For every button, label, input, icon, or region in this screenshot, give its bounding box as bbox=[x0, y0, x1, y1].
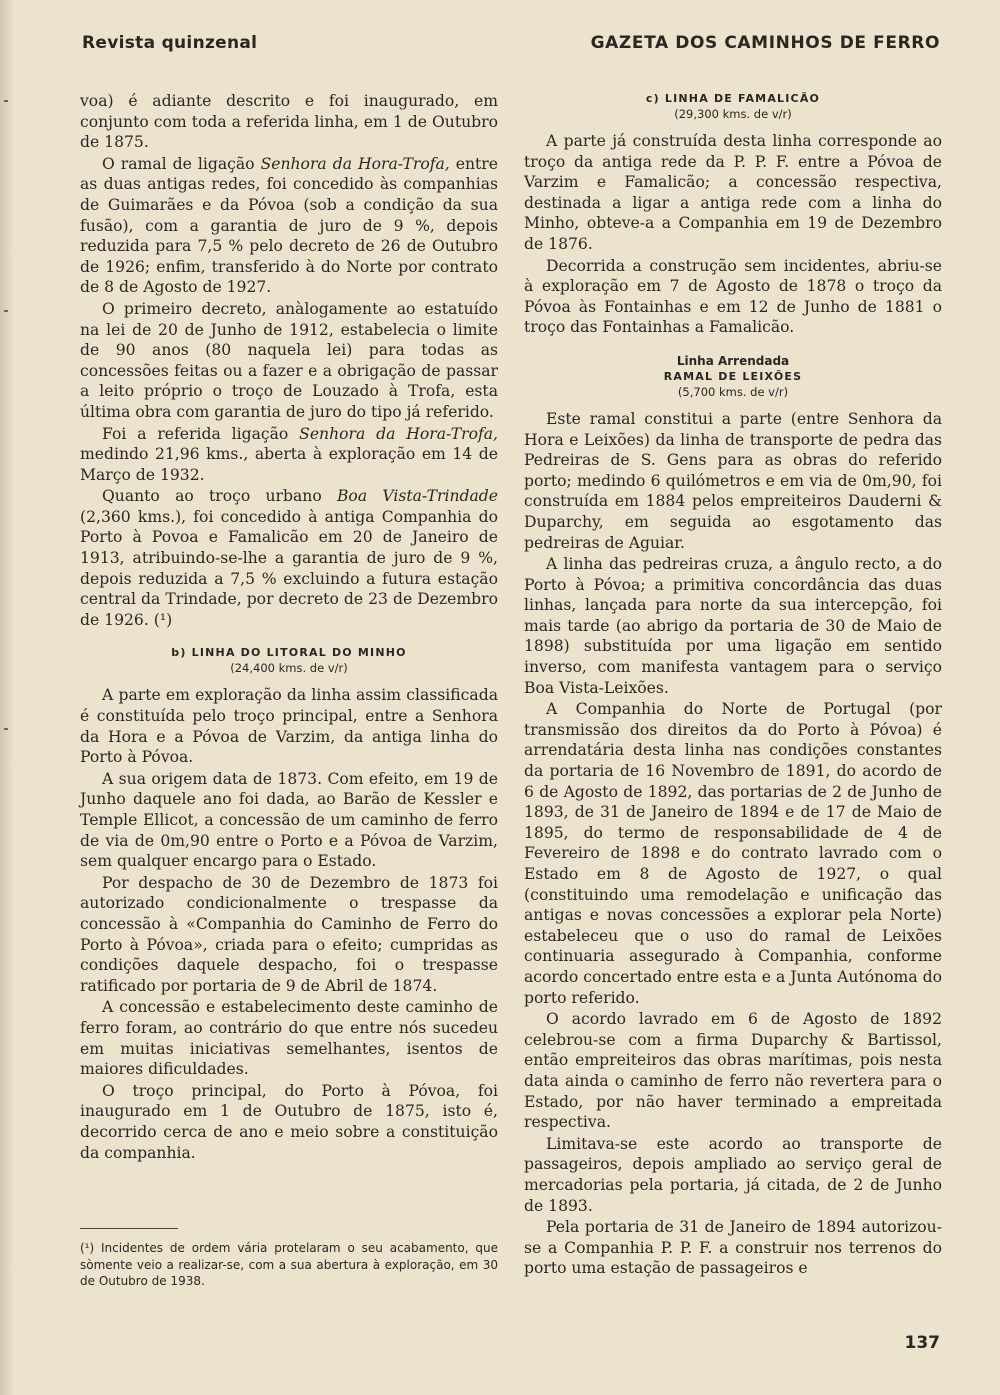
margin-mark bbox=[4, 310, 8, 312]
left-column bbox=[80, 91, 498, 1164]
paragraph: A parte em exploração da linha assim classificada é constituída pelo troço principal, entre a Senhora da Hora e a Póvoa de Varzim, da antiga linha do Porto à Póvoa. bbox=[80, 686, 498, 767]
paragraph: Limitava-se este acordo ao transporte de passageiros, depois ampliado ao serviço geral de mercadorias pela portaria, já citada, de 2 de Junho de 1893. bbox=[524, 1134, 942, 1215]
margin-mark bbox=[4, 728, 8, 730]
paragraph: A sua origem data de 1873. Com efeito, em 19 de Junho daquele ano foi dada, ao Barão de Kessler e Temple Ellicot, a concessão de um caminho de ferro de via de 0m,90 entre o Porto e a Póvoa de Varzim, sem qualquer encargo para o Estado. bbox=[80, 769, 498, 871]
paragraph: O primeiro decreto, anàlogamente ao estatuído na lei de 20 de Junho de 1912, estabelecia o limite de 90 anos (80 naquela lei) para todas as concessões feitas ou a fazer e a obrigação de passar a leito próprio o troço de Louzado à Trofa, esta última obra com garantia de juro do tipo já referido. bbox=[80, 299, 498, 421]
page-fold-shadow bbox=[0, 0, 14, 1395]
italic-text: Senhora da Hora-Trofa, bbox=[299, 424, 498, 443]
paragraph: voa) é adiante descrito e foi inaugurado, em conjunto com toda a referida linha, em 1 de Outubro de 1875. bbox=[80, 92, 498, 152]
paragraph: A parte já construída desta linha corresponde ao troço da antiga rede da P. P. F. entre a Póvoa de Varzim e Famalicão; a concessão respectiva, destinada a ligar a antiga rede com a linha do Minho, obteve-a a Companhia em 19 de Dezembro de 1876. bbox=[524, 132, 942, 253]
page-number: 137 bbox=[904, 1333, 940, 1353]
section-heading: b) LINHA DO LITORAL DO MINHO bbox=[171, 646, 407, 660]
section-subheading: (29,300 kms. de v/r) bbox=[674, 107, 792, 121]
section-heading: RAMAL DE LEIXÕES bbox=[663, 369, 803, 383]
italic-text: Boa Vista-Trindade bbox=[336, 487, 498, 506]
text: Quanto ao troço urbano bbox=[102, 487, 337, 506]
text: entre as duas antigas redes, foi concedido às companhias de Guimarães e da Póvoa (sob a condição da sua fusão), com a garantia de juro de 9 %, depois reduzida para 7,5 % pelo decreto de 26 de Outubro de 1926; enfim, transferido à do Norte por contrato de 8 de Agosto de 1927. bbox=[80, 154, 498, 297]
footnote-rule bbox=[80, 1228, 178, 1229]
running-header-left: Revista quinzenal bbox=[82, 33, 258, 53]
section-subheading: (24,400 kms. de v/r) bbox=[230, 661, 348, 676]
paragraph bbox=[80, 154, 498, 298]
paragraph: Pela portaria de 31 de Janeiro de 1894 autorizou-se a Companhia P. P. F. a construir nos terrenos do porto uma estação de passageiros e bbox=[524, 1218, 942, 1278]
section-heading: Linha Arrendada bbox=[676, 353, 790, 368]
paragraph bbox=[80, 486, 498, 630]
text: (2,360 kms.), foi concedido à antiga Companhia do Porto à Povoa e Famalicão em 20 de Janeiro de 1913, atribuindo-se-lhe a garantia de juro de 9 %, depois reduzida a 7,5 % excluindo a futura estação central da Trindade, por decreto de 23 de Dezembro de 1926. (¹) bbox=[80, 507, 498, 629]
text: O ramal de ligação bbox=[102, 154, 261, 173]
footnote: (¹) Incidentes de ordem vária protelaram o seu acabamento, que sòmente veio a realizar-se, com a sua abertura à exploração, em 30 de Outubro de 1938. bbox=[80, 1241, 498, 1288]
paragraph: A linha das pedreiras cruza, a ângulo recto, a do Porto à Póvoa; a primitiva concordância das duas linhas, lançada para norte da sua intercepção, foi mais tarde (ao abrigo da portaria de 30 de Maio de 1898) substituída por uma ligação em sentido inverso, com manifesta vantagem para o serviço Boa Vista-Leixões. bbox=[524, 555, 942, 697]
right-column bbox=[524, 88, 942, 1280]
italic-text: Senhora da Hora-Trofa, bbox=[260, 154, 450, 173]
paragraph: Este ramal constitui a parte (entre Senhora da Hora e Leixões) da linha de transporte de pedra das Pedreiras de S. Gens para as obras do referido porto; medindo 6 quilómetros e em via de 0m,90, foi construída em 1884 pelos empreiteiros Dauderni & Duparchy, em seguida ao esgotamento das pedreiras de Aguiar. bbox=[524, 409, 942, 552]
margin-mark bbox=[4, 100, 8, 102]
paragraph: A Companhia do Norte de Portugal (por transmissão dos direitos da do Porto à Póvoa) é arrendatária desta linha nas condições constantes da portaria de 16 Novembro de 1891, do acordo de 6 de Agosto de 1892, das portarias de 2 de Junho de 1893, de 31 de Janeiro de 1894 e de 17 de Maio de 1895, do termo de responsabilidade de 4 de Fevereiro de 1898 e do contrato lavrado com o Estado em 8 de Agosto de 1927, o qual (constituindo uma remodelação e unificação das antigas e novas concessões a explorar pela Norte) estabeleceu que o uso do ramal de Leixões continuaria assegurado à Companhia, conforme acordo concertado entre esta e a Junta Autónoma do porto referido. bbox=[524, 700, 942, 1007]
paragraph: O acordo lavrado em 6 de Agosto de 1892 celebrou-se com a firma Duparchy & Bartissol, então empreiteiros das obras marítimas, pois nesta data ainda o caminho de ferro não revertera para o Estado, por não haver terminado a empreitada respectiva. bbox=[524, 1010, 942, 1132]
text: medindo 21,96 kms., aberta à exploração em 14 de Março de 1932. bbox=[80, 445, 498, 484]
running-header-right: GAZETA DOS CAMINHOS DE FERRO bbox=[590, 33, 940, 53]
section-subheading: (5,700 kms. de v/r) bbox=[677, 384, 789, 399]
text: Foi a referida ligação bbox=[102, 424, 300, 443]
section-heading: c) LINHA DE FAMALICÃO bbox=[645, 92, 821, 105]
paragraph: Por despacho de 30 de Dezembro de 1873 foi autorizado condicionalmente o trespasse da concessão à «Companhia do Caminho de Ferro do Porto à Póvoa», criada para o efeito; cumpridas as condições daquele despacho, foi o trespasse ratificado por portaria de 9 de Abril de 1874. bbox=[80, 873, 498, 995]
paragraph: O troço principal, do Porto à Póvoa, foi inaugurado em 1 de Outubro de 1875, isto é, decorrido cerca de ano e meio sobre a constituição da companhia. bbox=[80, 1081, 498, 1162]
paragraph: A concessão e estabelecimento deste caminho de ferro foram, ao contrário do que entre nós sucedeu em muitas iniciativas semelhantes, isentos de maiores dificuldades. bbox=[80, 998, 498, 1079]
paragraph bbox=[80, 424, 498, 486]
paragraph: Decorrida a construção sem incidentes, abriu-se à exploração em 7 de Agosto de 1878 o troço da Póvoa às Fontainhas e em 12 de Junho de 1881 o troço das Fontainhas a Famalicão. bbox=[524, 256, 942, 337]
